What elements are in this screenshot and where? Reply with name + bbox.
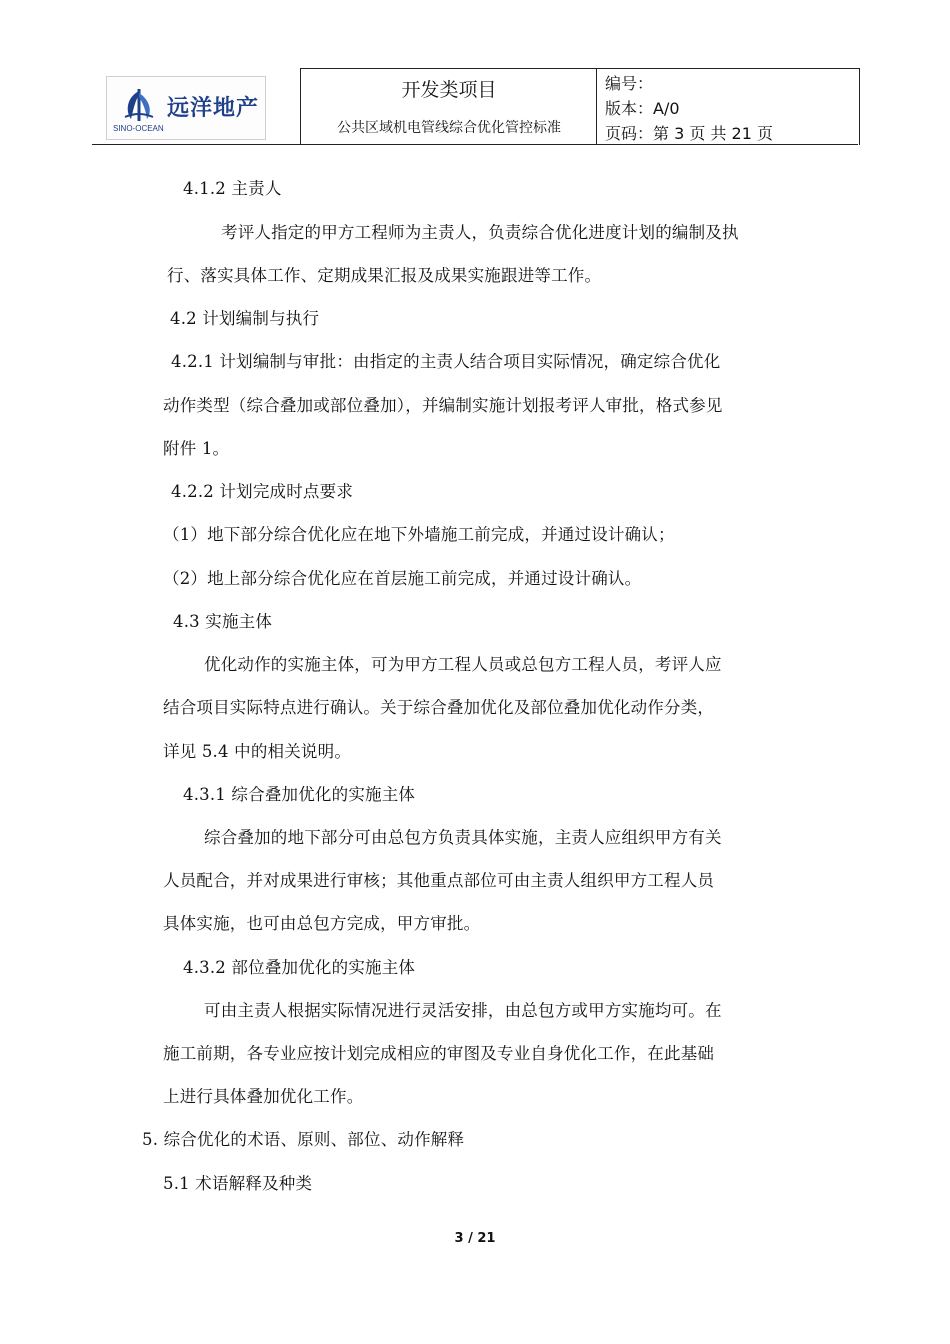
paragraph-line: 行、落实具体工作、定期成果汇报及成果实施跟进等工作。	[167, 266, 602, 285]
paragraph-line: 详见 5.4 中的相关说明。	[163, 742, 352, 761]
logo-company-name-en: SINO-OCEAN	[113, 124, 164, 133]
section-heading: 4.1.2 主责人	[183, 179, 282, 198]
company-logo	[106, 76, 266, 140]
section-heading: 4.3.1 综合叠加优化的实施主体	[183, 785, 416, 804]
section-heading: 4.2.2 计划完成时点要求	[171, 482, 354, 501]
header-meta-cell	[596, 68, 860, 145]
document-number: 编号：	[605, 74, 654, 93]
paragraph-line: 人员配合，并对成果进行审核；其他重点部位可由主责人组织甲方工程人员	[163, 871, 715, 890]
paragraph-line: 综合叠加的地下部分可由总包方负责具体实施，主责人应组织甲方有关	[204, 828, 722, 847]
paragraph-line: 动作类型（综合叠加或部位叠加），并编制实施计划报考评人审批，格式参见	[163, 396, 723, 415]
paragraph-line: 考评人指定的甲方工程师为主责人，负责综合优化进度计划的编制及执	[221, 223, 739, 242]
paragraph-line: 可由主责人根据实际情况进行灵活安排，由总包方或甲方实施均可。在	[204, 1001, 722, 1020]
sino-ocean-logo-icon	[121, 87, 157, 123]
section-heading: 4.3.2 部位叠加优化的实施主体	[183, 958, 416, 977]
list-item: （1）地下部分综合优化应在地下外墙施工前完成，并通过设计确认；	[163, 525, 675, 544]
paragraph-line: 上进行具体叠加优化工作。	[163, 1087, 364, 1106]
chapter-heading: 5. 综合优化的术语、原则、部位、动作解释	[142, 1130, 465, 1149]
paragraph-line: 优化动作的实施主体，可为甲方工程人员或总包方工程人员，考评人应	[204, 655, 722, 674]
header-title-cell	[300, 68, 597, 145]
list-item: （2）地上部分综合优化应在首层施工前完成，并通过设计确认。	[163, 569, 642, 588]
paragraph-line: 结合项目实际特点进行确认。关于综合叠加优化及部位叠加优化动作分类，	[163, 698, 715, 717]
paragraph-line: 具体实施，也可由总包方完成，甲方审批。	[163, 914, 481, 933]
section-heading: 5.1 术语解释及种类	[163, 1174, 313, 1193]
paragraph-line: 施工前期，各专业应按计划完成相应的审图及专业自身优化工作，在此基础	[163, 1044, 715, 1063]
paragraph-line: 4.2.1 计划编制与审批：由指定的主责人结合项目实际情况，确定综合优化	[171, 352, 721, 371]
logo-company-name: 远洋地产	[167, 96, 260, 121]
document-header	[92, 68, 858, 145]
page-number: 3 / 21	[454, 1231, 496, 1246]
section-heading: 4.3 实施主体	[173, 612, 273, 631]
document-title: 公共区域机电管线综合优化管控标准	[337, 120, 561, 136]
section-heading: 4.2 计划编制与执行	[170, 309, 320, 328]
paragraph-line: 附件 1。	[163, 439, 230, 458]
document-version: 版本：A/0	[605, 99, 680, 118]
document-category: 开发类项目	[401, 79, 497, 101]
document-page-info: 页码：第 3 页 共 21 页	[605, 124, 773, 143]
